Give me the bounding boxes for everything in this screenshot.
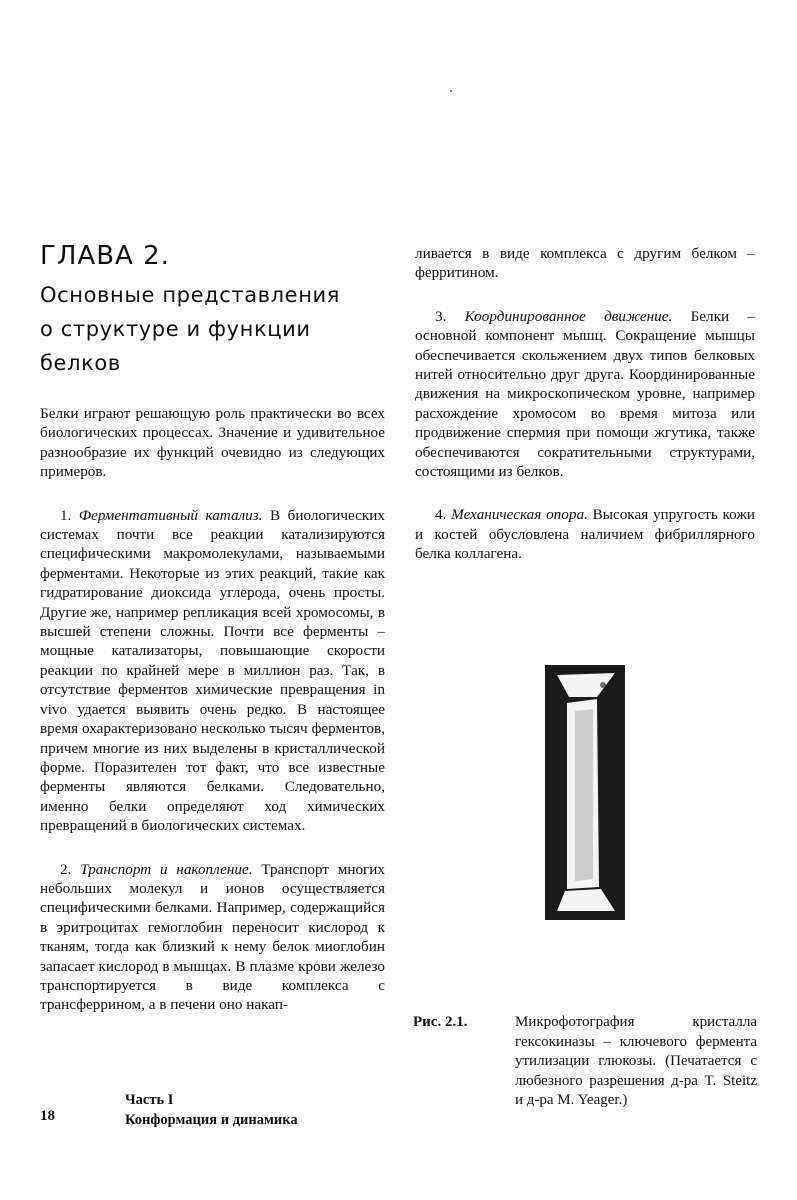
crystal-inner-edge	[575, 709, 593, 881]
item-2-paragraph	[40, 860, 385, 1015]
continuation-paragraph: ливается в виде комплекса с другим белком – ферритином.	[415, 245, 755, 282]
item-1-number: 1.	[60, 506, 79, 524]
item-4-paragraph	[415, 505, 755, 563]
running-footer	[125, 1090, 298, 1130]
crystal-speck	[600, 682, 606, 688]
chapter-title-line-3: белков	[40, 351, 121, 375]
page-number: 18	[40, 1108, 55, 1124]
figure-label: Рис. 2.1.	[413, 1014, 468, 1030]
item-1-title: Ферментативный катализ.	[78, 506, 263, 524]
figure-caption: Микрофотография кристалла гексокиназы – ключевого фермента утилизации глюкозы. (Печатается с любезного разрешения д-ра T. Steitz и д-ра M. Yeager.)	[515, 1014, 757, 1108]
intro-paragraph: Белки играют решающую роль практически во всех биологических процессах. Значение и удивительное разнообразие их функций очевидно из следующих примеров.	[40, 405, 385, 481]
item-2-number: 2.	[60, 860, 81, 878]
speck	[450, 90, 452, 92]
part-label: Часть I	[125, 1092, 174, 1108]
part-title: Конформация и динамика	[125, 1112, 298, 1128]
left-column	[40, 404, 385, 1015]
chapter-title-line-1: Основные представления	[40, 283, 341, 307]
item-2-title: Транспорт и накопление.	[80, 860, 253, 878]
item-1-paragraph	[40, 506, 385, 836]
item-4-number: 4.	[435, 506, 452, 524]
chapter-label: ГЛАВА 2.	[40, 241, 170, 271]
right-column	[415, 244, 755, 564]
item-4-text: Высокая упругость кожи и костей обусловлена наличием фибриллярного белка коллагена.	[415, 506, 755, 563]
item-3-number: 3.	[435, 307, 465, 325]
chapter-title	[40, 278, 390, 380]
chapter-heading	[40, 240, 390, 380]
chapter-title-line-2: о структуре и функции	[40, 317, 311, 341]
item-1-text: В биологических системах почти все реакции катализируются специфическими макромолекулами, называемыми ферментами. Некоторые из этих реакций, такие как гидратирование диоксида углерода, очень просты. Другие же, например репликация всей хромосомы, в высшей степени сложны. Почти все ферменты – мощные катализаторы, повышающие скорости реакции по крайней мере в миллион раз. Так, в отсутствие ферментов химические превращения in vivo удается выявить очень редко. В настоящее время охарактеризовано несколько тысяч ферментов, причем многие из них выделены в кристаллической форме. Поразителен тот факт, что все известные ферменты являются белками. Следовательно, именно белки определяют ход химических превращений в биологических системах.	[40, 506, 385, 835]
item-3-title: Координированное движение.	[464, 307, 673, 325]
item-2-text: Транспорт многих небольших молекул и ионов осуществляется специфическими белками. Например, содержащийся в эритроцитах гемоглобин переносит кислород к тканям, тогда как близкий к нему белок миоглобин запасает кислород в мышцах. В плазме крови железо транспортируется в виде комплекса с трансферрином, а в печени оно накап-	[40, 860, 385, 1014]
item-3-text: Белки – основной компонент мышц. Сокращение мышцы обеспечивается скольжением двух типов белковых нитей относительно друг друга. Координированные движения на микроскопическом уровне, например расхождение хромосом во время митоза или продвижение спермия при помощи жгутика, также обеспечиваются сократительными структурами, состоящими из белков.	[415, 307, 755, 481]
item-4-title: Механическая опора.	[451, 506, 588, 524]
item-3-paragraph	[415, 307, 755, 482]
crystal-micrograph	[545, 665, 625, 920]
